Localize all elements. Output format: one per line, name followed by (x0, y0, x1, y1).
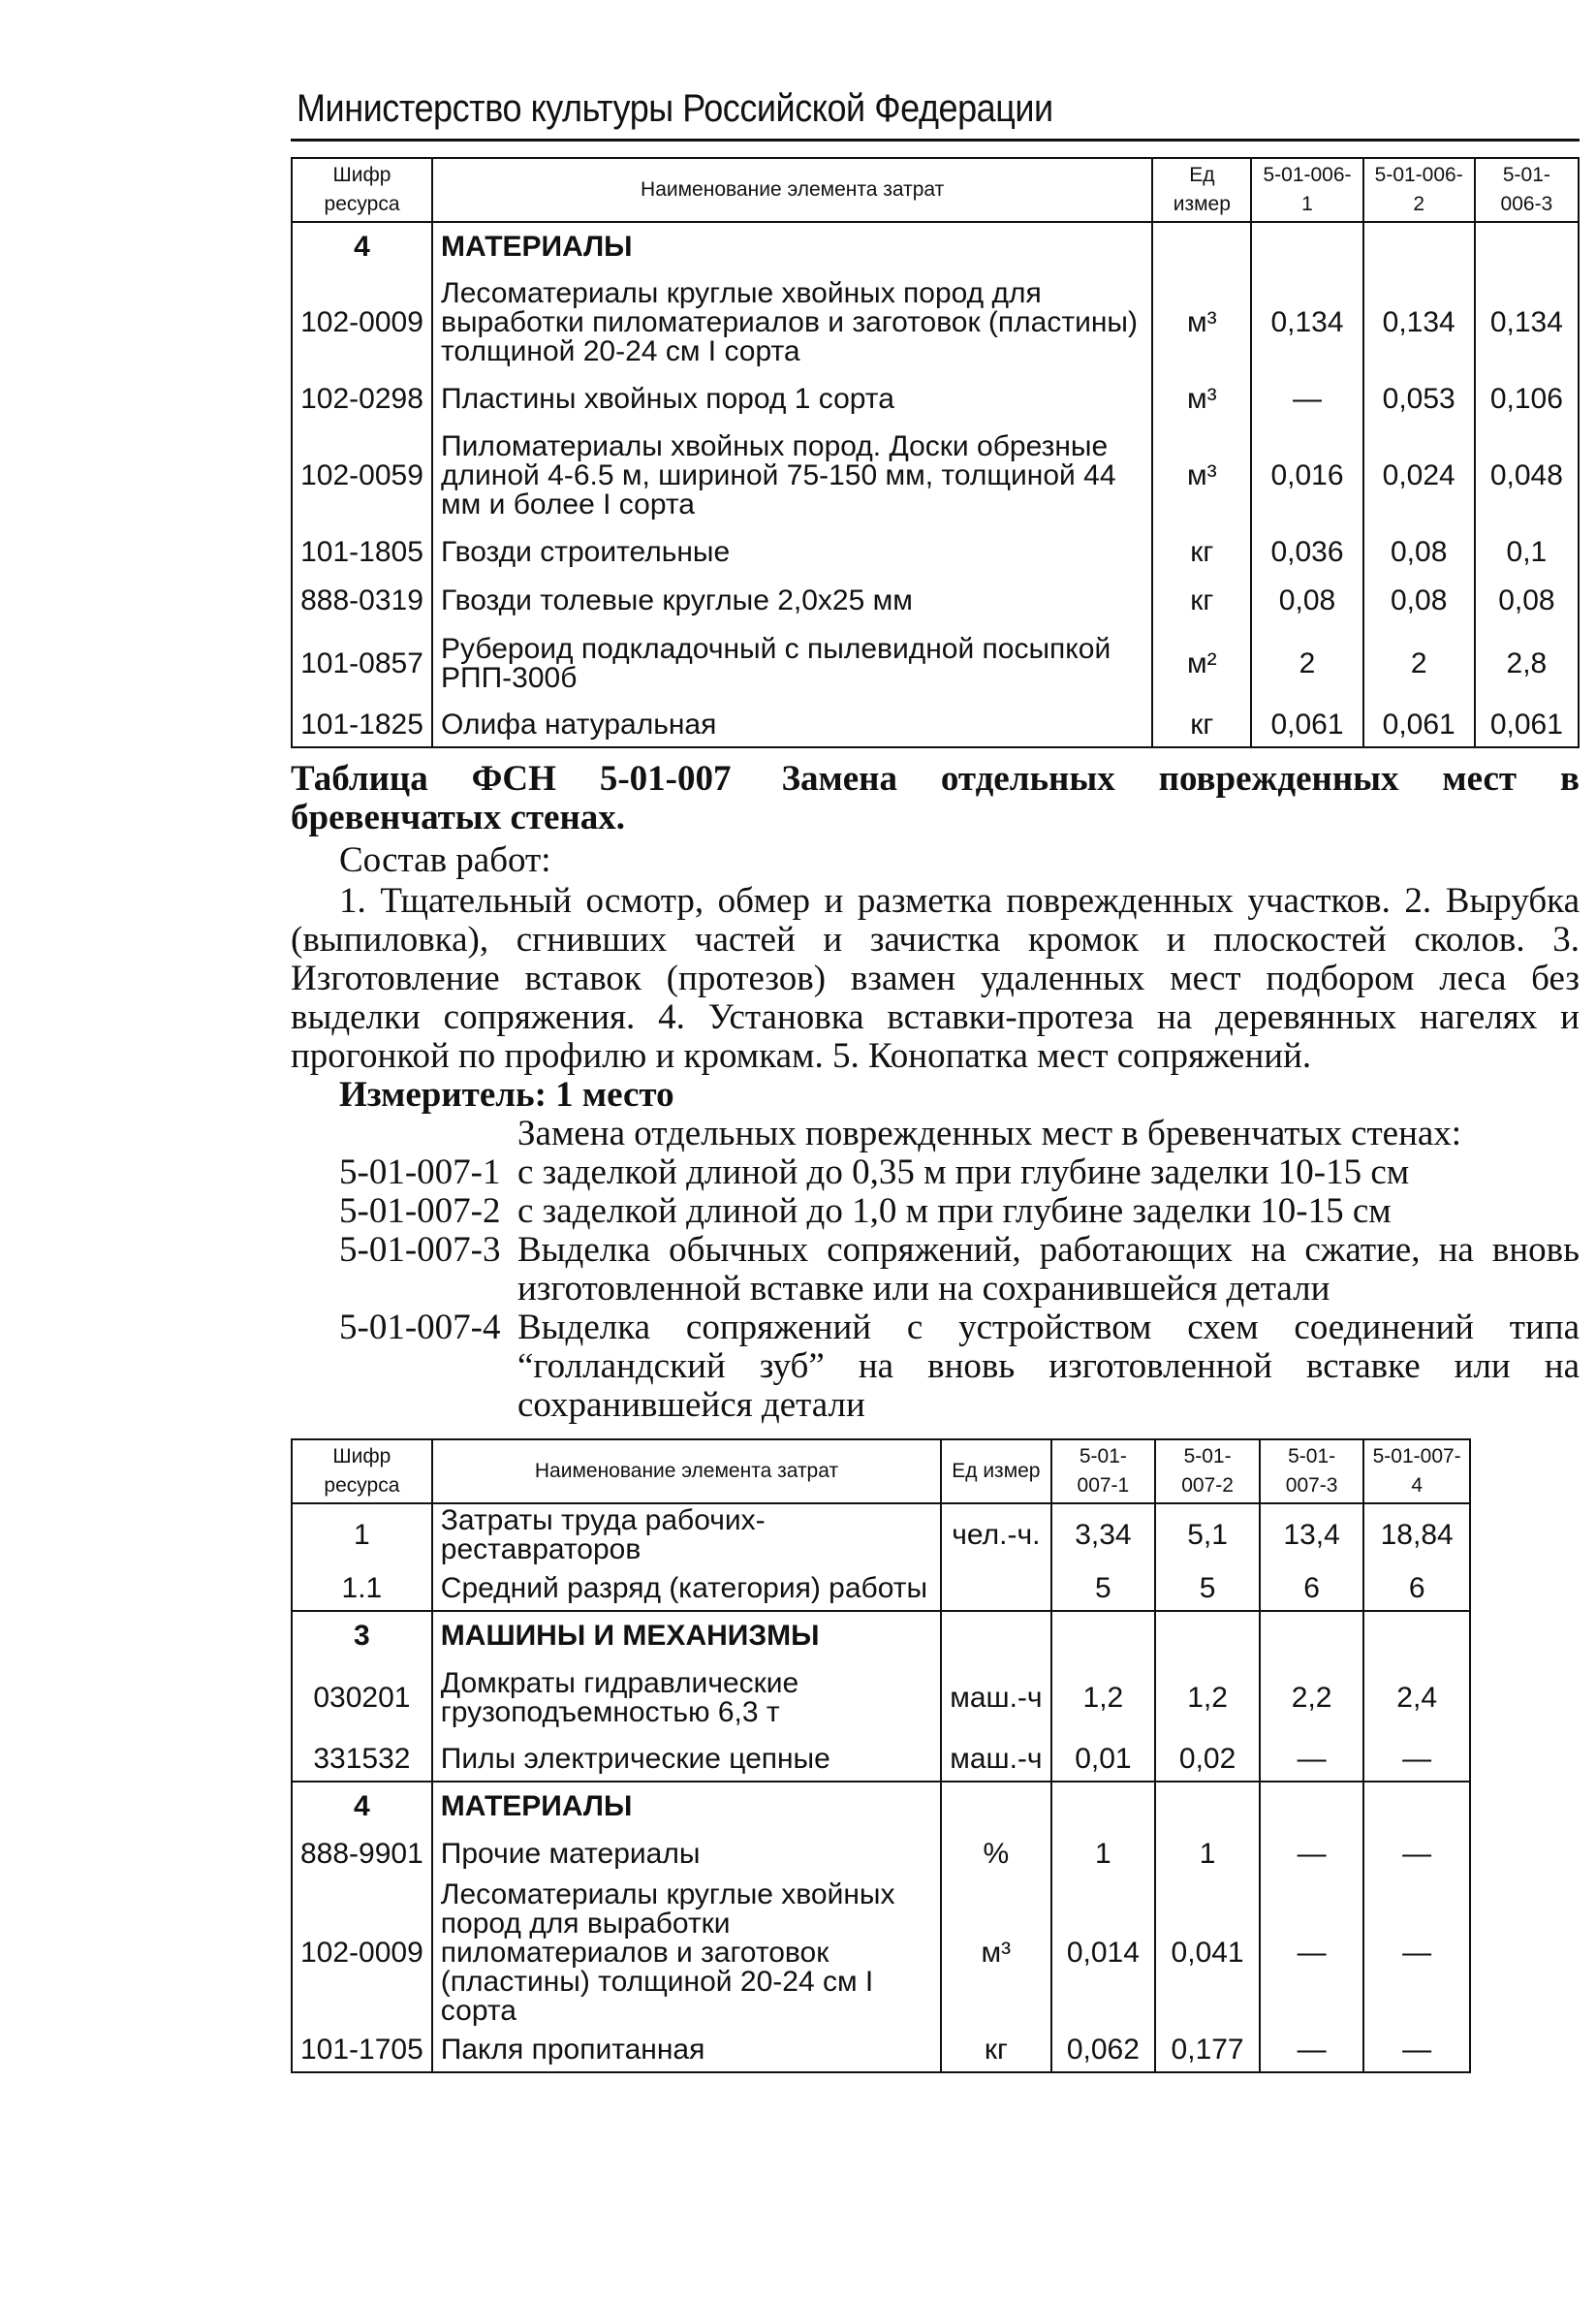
table-row (292, 375, 1579, 424)
row-name: Гвозди строительные (432, 528, 1152, 577)
row-value: 5 (1155, 1566, 1260, 1611)
variant-text: с заделкой длиной до 1,0 м при глубине заделки 10-15 см (517, 1191, 1392, 1231)
row-value: 0,024 (1363, 424, 1475, 528)
row-name: Прочие материалы (432, 1830, 941, 1878)
row-code: 1.1 (292, 1566, 432, 1611)
row-unit: м³ (941, 1878, 1050, 2028)
variant-code: 5-01-007-1 (339, 1152, 501, 1192)
row-value (1260, 1782, 1363, 1830)
row-unit (941, 1782, 1050, 1830)
table-row (292, 424, 1579, 528)
table-row (292, 1503, 1470, 1566)
row-name: МАШИНЫ И МЕХАНИЗМЫ (432, 1611, 941, 1659)
table-row (292, 1566, 1470, 1611)
row-unit: кг (1152, 577, 1251, 625)
table-row (292, 1782, 1470, 1830)
row-value (1363, 1782, 1470, 1830)
header-code: Шифр ресурса (292, 158, 432, 222)
table-row (292, 1611, 1470, 1659)
row-code: 102-0059 (292, 424, 432, 528)
row-value: 0,134 (1363, 270, 1475, 375)
row-code: 101-1805 (292, 528, 432, 577)
table-header-row (292, 158, 1579, 222)
row-code: 102-0298 (292, 375, 432, 424)
header-col-2: 5-01-007-2 (1155, 1439, 1260, 1503)
row-value: 0,01 (1051, 1737, 1156, 1782)
table-header-row (292, 1439, 1470, 1503)
row-value: 0,048 (1475, 424, 1579, 528)
row-value: — (1363, 1830, 1470, 1878)
meter-label: Измеритель: 1 место (339, 1075, 674, 1115)
header-col-3: 5-01-007-3 (1260, 1439, 1363, 1503)
row-value (1155, 1611, 1260, 1659)
row-name: Лесоматериалы круглые хвойных пород для выработки пиломатериалов и заготовок (пластины) толщиной 20-24 см I сорта (432, 1878, 941, 2028)
row-value: — (1363, 1737, 1470, 1782)
row-name: Рубероид подкладочный с пылевидной посыпкой РПП-300б (432, 625, 1152, 703)
row-unit: чел.-ч. (941, 1503, 1050, 1566)
row-code: 1 (292, 1503, 432, 1566)
row-value: 13,4 (1260, 1503, 1363, 1566)
row-value: 5 (1051, 1566, 1156, 1611)
resource-table-007-wrapper (291, 1438, 1580, 2073)
resource-table-006 (291, 157, 1580, 748)
row-value: 0,061 (1363, 703, 1475, 747)
row-value: 0,08 (1363, 577, 1475, 625)
row-value: 0,02 (1155, 1737, 1260, 1782)
row-value: 1 (1051, 1830, 1156, 1878)
row-value: — (1260, 1737, 1363, 1782)
header-col-3: 5-01-006-3 (1475, 158, 1579, 222)
row-value: 2 (1251, 625, 1362, 703)
row-value: — (1363, 2028, 1470, 2072)
row-name: Пластины хвойных пород 1 сорта (432, 375, 1152, 424)
variant-item (291, 1231, 1580, 1309)
row-code: 888-0319 (292, 577, 432, 625)
row-unit: маш.-ч (941, 1659, 1050, 1737)
row-value: 5,1 (1155, 1503, 1260, 1566)
table-row (292, 1659, 1470, 1737)
row-value: 6 (1260, 1566, 1363, 1611)
row-name: МАТЕРИАЛЫ (432, 222, 1152, 270)
row-unit: кг (1152, 528, 1251, 577)
table-row (292, 625, 1579, 703)
row-unit (941, 1611, 1050, 1659)
row-value: 0,062 (1051, 2028, 1156, 2072)
variant-text: с заделкой длиной до 0,35 м при глубине заделки 10-15 см (517, 1152, 1410, 1192)
row-value: 0,106 (1475, 375, 1579, 424)
row-value: 2,2 (1260, 1659, 1363, 1737)
row-value: 0,08 (1363, 528, 1475, 577)
row-value: 0,061 (1251, 703, 1362, 747)
row-name: Лесоматериалы круглые хвойных пород для выработки пиломатериалов и заготовок (пластины) толщиной 20-24 см I сорта (432, 270, 1152, 375)
header-divider (291, 139, 1580, 142)
row-name: Пакля пропитанная (432, 2028, 941, 2072)
document-page (291, 87, 1580, 2073)
row-value: 2,8 (1475, 625, 1579, 703)
row-unit: кг (941, 2028, 1050, 2072)
row-value: 0,061 (1475, 703, 1579, 747)
variant-item (291, 1192, 1580, 1231)
page-header-title: Министерство культуры Российской Федерации (297, 87, 1053, 130)
row-value (1155, 1782, 1260, 1830)
row-name: Домкраты гидравлические грузоподъемностью 6,3 т (432, 1659, 941, 1737)
row-name: Затраты труда рабочих-реставраторов (432, 1503, 941, 1566)
row-value: — (1260, 2028, 1363, 2072)
row-value: 0,134 (1475, 270, 1579, 375)
row-unit: % (941, 1830, 1050, 1878)
variant-item (291, 1153, 1580, 1192)
row-unit: м² (1152, 625, 1251, 703)
row-unit: м³ (1152, 424, 1251, 528)
row-value: 18,84 (1363, 1503, 1470, 1566)
row-unit: м³ (1152, 375, 1251, 424)
variant-text: Выделка обычных сопряжений, работающих на сжатие, на вновь изготовленной вставке или на сохранившейся детали (517, 1230, 1580, 1309)
variant-item (291, 1309, 1580, 1425)
header-unit: Ед измер (1152, 158, 1251, 222)
row-value: 1,2 (1051, 1659, 1156, 1737)
row-value: 1,2 (1155, 1659, 1260, 1737)
row-value (1051, 1611, 1156, 1659)
row-value: 1 (1155, 1830, 1260, 1878)
row-unit: м³ (1152, 270, 1251, 375)
row-unit (941, 1566, 1050, 1611)
row-value: — (1251, 375, 1362, 424)
header-unit: Ед измер (941, 1439, 1050, 1503)
header-name: Наименование элемента затрат (432, 158, 1152, 222)
row-unit: маш.-ч (941, 1737, 1050, 1782)
row-code: 101-0857 (292, 625, 432, 703)
row-value (1363, 222, 1475, 270)
table-number: Таблица ФСН 5-01-007 (291, 759, 732, 799)
row-code: 4 (292, 222, 432, 270)
header-col-2: 5-01-006-2 (1363, 158, 1475, 222)
row-code: 101-1825 (292, 703, 432, 747)
table-row (292, 1878, 1470, 2028)
variant-code: 5-01-007-3 (339, 1230, 501, 1270)
table-title: Замена отдельных поврежденных мест в бревенчатых стенах. (291, 759, 1580, 837)
row-name: МАТЕРИАЛЫ (432, 1782, 941, 1830)
row-code: 331532 (292, 1737, 432, 1782)
header-col-1: 5-01-006-1 (1251, 158, 1362, 222)
row-unit: кг (1152, 703, 1251, 747)
table-row (292, 1830, 1470, 1878)
row-value (1475, 222, 1579, 270)
row-value: 0,08 (1475, 577, 1579, 625)
row-value: — (1363, 1878, 1470, 2028)
row-code: 101-1705 (292, 2028, 432, 2072)
section-heading (291, 760, 1580, 837)
table-row (292, 270, 1579, 375)
variant-text: Выделка сопряжений с устройством схем соединений типа “голландский зуб” на вновь изготовленной вставке или на сохранившейся детали (517, 1308, 1580, 1425)
row-value: 0,053 (1363, 375, 1475, 424)
table-row (292, 528, 1579, 577)
row-code: 4 (292, 1782, 432, 1830)
row-value: 0,014 (1051, 1878, 1156, 2028)
row-value: 2,4 (1363, 1659, 1470, 1737)
row-value: 0,036 (1251, 528, 1362, 577)
works-label: Состав работ: (339, 840, 551, 880)
table-row (292, 703, 1579, 747)
row-value (1251, 222, 1362, 270)
row-name: Пилы электрические цепные (432, 1737, 941, 1782)
table-row (292, 222, 1579, 270)
row-value: 0,177 (1155, 2028, 1260, 2072)
header-name: Наименование элемента затрат (432, 1439, 941, 1503)
table-row (292, 2028, 1470, 2072)
row-name: Средний разряд (категория) работы (432, 1566, 941, 1611)
variant-code: 5-01-007-2 (339, 1191, 501, 1231)
row-value: 0,016 (1251, 424, 1362, 528)
header-code: Шифр ресурса (292, 1439, 432, 1503)
row-value (1363, 1611, 1470, 1659)
works-description: 1. Тщательный осмотр, обмер и разметка поврежденных участков. 2. Вырубка (выпиловка), сгнивших частей и зачистка кромок и плоскостей сколов. 3. Изготовление вставок (протезов) взамен удаленных мест подбором леса без выделки сопряжения. 4. Установка вставки-протеза на деревянных нагелях и прогонкой по профилю и кромкам. 5. Конопатка мест сопряжений. (291, 881, 1580, 1076)
header-col-1: 5-01-007-1 (1051, 1439, 1156, 1503)
table-row (292, 1737, 1470, 1782)
resource-table-007 (291, 1438, 1471, 2073)
row-value (1260, 1611, 1363, 1659)
row-value: 0,08 (1251, 577, 1362, 625)
header-col-4: 5-01-007-4 (1363, 1439, 1470, 1503)
row-value (1051, 1782, 1156, 1830)
row-name: Пиломатериалы хвойных пород. Доски обрезные длиной 4-6.5 м, шириной 75-150 мм, толщиной 44 мм и более I сорта (432, 424, 1152, 528)
row-name: Олифа натуральная (432, 703, 1152, 747)
row-value: — (1260, 1830, 1363, 1878)
row-value: 0,041 (1155, 1878, 1260, 2028)
row-code: 102-0009 (292, 1878, 432, 2028)
row-name: Гвозди толевые круглые 2,0x25 мм (432, 577, 1152, 625)
row-code: 3 (292, 1611, 432, 1659)
row-value: 0,134 (1251, 270, 1362, 375)
row-code: 102-0009 (292, 270, 432, 375)
row-unit (1152, 222, 1251, 270)
row-value: 3,34 (1051, 1503, 1156, 1566)
row-value: 0,1 (1475, 528, 1579, 577)
row-code: 030201 (292, 1659, 432, 1737)
row-value: 2 (1363, 625, 1475, 703)
row-code: 888-9901 (292, 1830, 432, 1878)
row-value: — (1260, 1878, 1363, 2028)
table-row (292, 577, 1579, 625)
variants-intro: Замена отдельных поврежденных мест в бревенчатых стенах: (517, 1114, 1462, 1153)
variant-code: 5-01-007-4 (339, 1308, 501, 1347)
row-value: 6 (1363, 1566, 1470, 1611)
